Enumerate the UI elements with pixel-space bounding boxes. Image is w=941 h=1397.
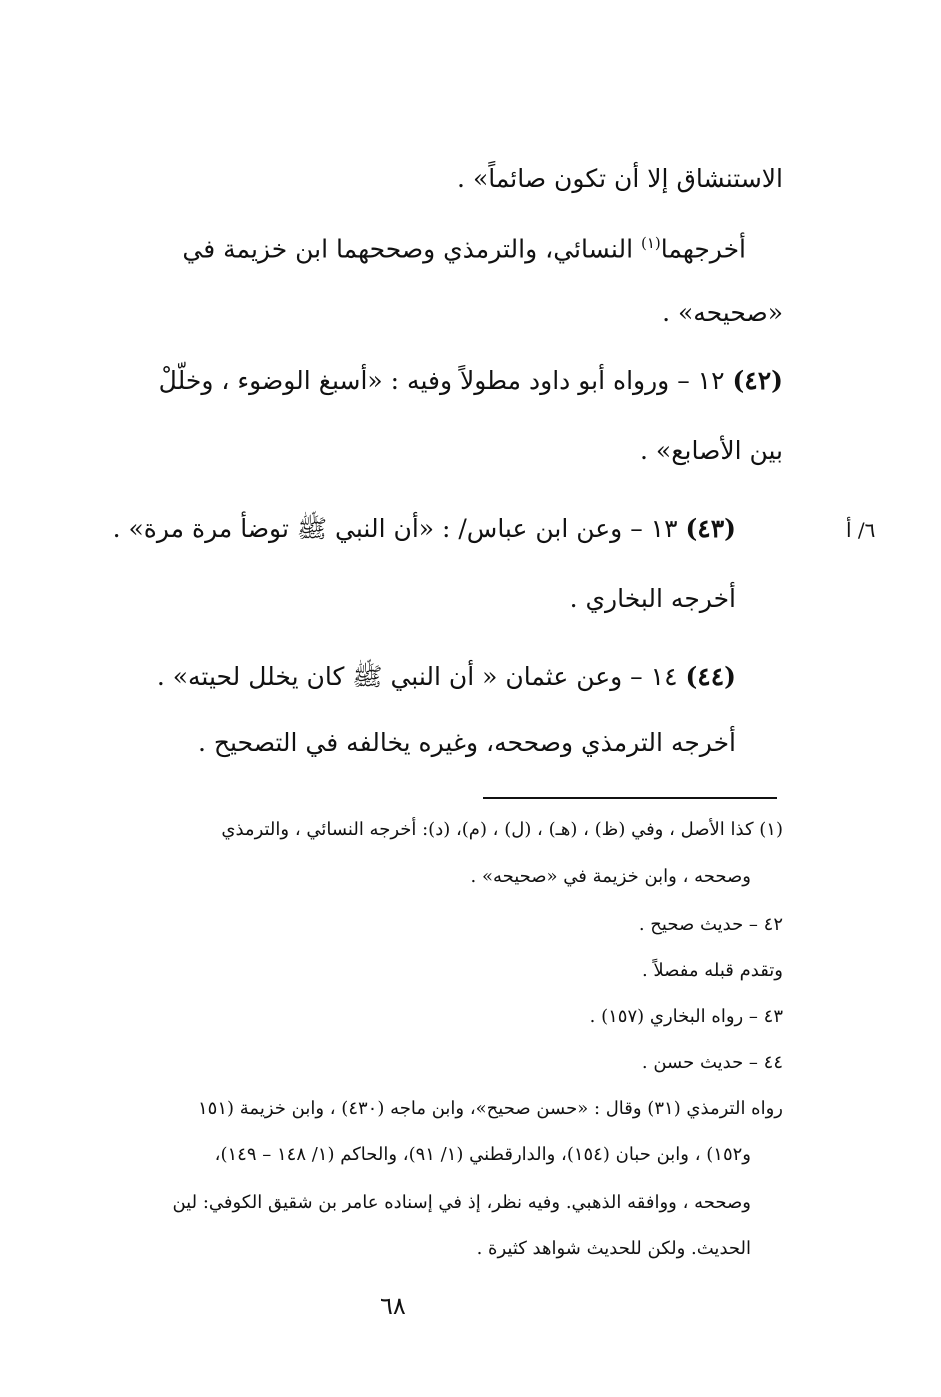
margin-folio-note: ٦/ أ (846, 518, 876, 542)
footnote-line-6: ٤٤ – حديث حسن . (641, 1052, 783, 1073)
footnote-line-1: (١) كذا الأصل ، وفي (ظ) ، (هـ) ، (ل) ، (م)، (د): أخرجه النسائي ، والترمذي (221, 819, 783, 840)
text-line-2 (182, 226, 746, 264)
text-line-9: أخرجه الترمذي وصححه، وغيره يخالفه في التصحيح . (197, 728, 736, 757)
text-line-5: بين الأصابع» . (640, 436, 783, 465)
hadith-number-42: (٤٢) (732, 366, 783, 395)
text-line-3: «صحيحه» . (662, 298, 783, 327)
text-line-2-rest: النسائي، والترمذي وصححهما ابن خزيمة في (182, 234, 634, 264)
footnote-line-10: الحديث. ولكن للحديث شواهد كثيرة . (476, 1238, 751, 1259)
page-number: ٦٨ (380, 1292, 406, 1320)
footnote-divider (483, 797, 777, 799)
footnote-line-4: وتقدم قبله مفصلاً . (641, 960, 783, 981)
hadith-44-line (157, 660, 736, 694)
text-line-2-prefix: أخرجهما (660, 234, 746, 264)
text-line-7: أخرجه البخاري . (569, 584, 736, 613)
hadith-44-text: ١٤ – وعن عثمان « أن النبي ﷺ كان يخلل لحيته» . (156, 662, 678, 691)
footnote-line-5: ٤٣ – رواه البخاري (١٥٧) . (589, 1006, 783, 1027)
footnote-line-7: رواه الترمذي (٣١) وقال : «حسن صحيح»، وابن ماجه (٤٣٠) ، وابن خزيمة (١٥١ (198, 1098, 783, 1119)
footnote-marker: (١) (640, 234, 661, 252)
hadith-43-line (113, 512, 736, 546)
text-line-1: الاستنشاق إلا أن تكون صائماً» . (457, 164, 783, 193)
hadith-42-line (159, 364, 783, 398)
footnote-line-8: و١٥٢) ، وابن حبان (١٥٤)، والدارقطني (١/ ٩١)، والحاكم (١/ ١٤٨ – ١٤٩)، (214, 1144, 751, 1165)
hadith-43-text: ١٣ – وعن ابن عباس/ : «أن النبي ﷺ توضأ مرة مرة» . (112, 514, 678, 543)
footnote-line-9: وصححه ، ووافقه الذهبي. وفيه نظر، إذ في إسناده عامر بن شقيق الكوفي: لين (172, 1192, 751, 1213)
footnote-line-2: وصححه ، وابن خزيمة في «صحيحه» . (470, 866, 751, 887)
hadith-number-44: (٤٤) (685, 662, 736, 691)
hadith-number-43: (٤٣) (685, 514, 736, 543)
footnote-line-3: ٤٢ – حديث صحيح . (638, 914, 783, 935)
hadith-42-text: ١٢ – ورواه أبو داود مطولاً وفيه : «أسبغ الوضوء ، وخلّلْ (158, 366, 725, 395)
